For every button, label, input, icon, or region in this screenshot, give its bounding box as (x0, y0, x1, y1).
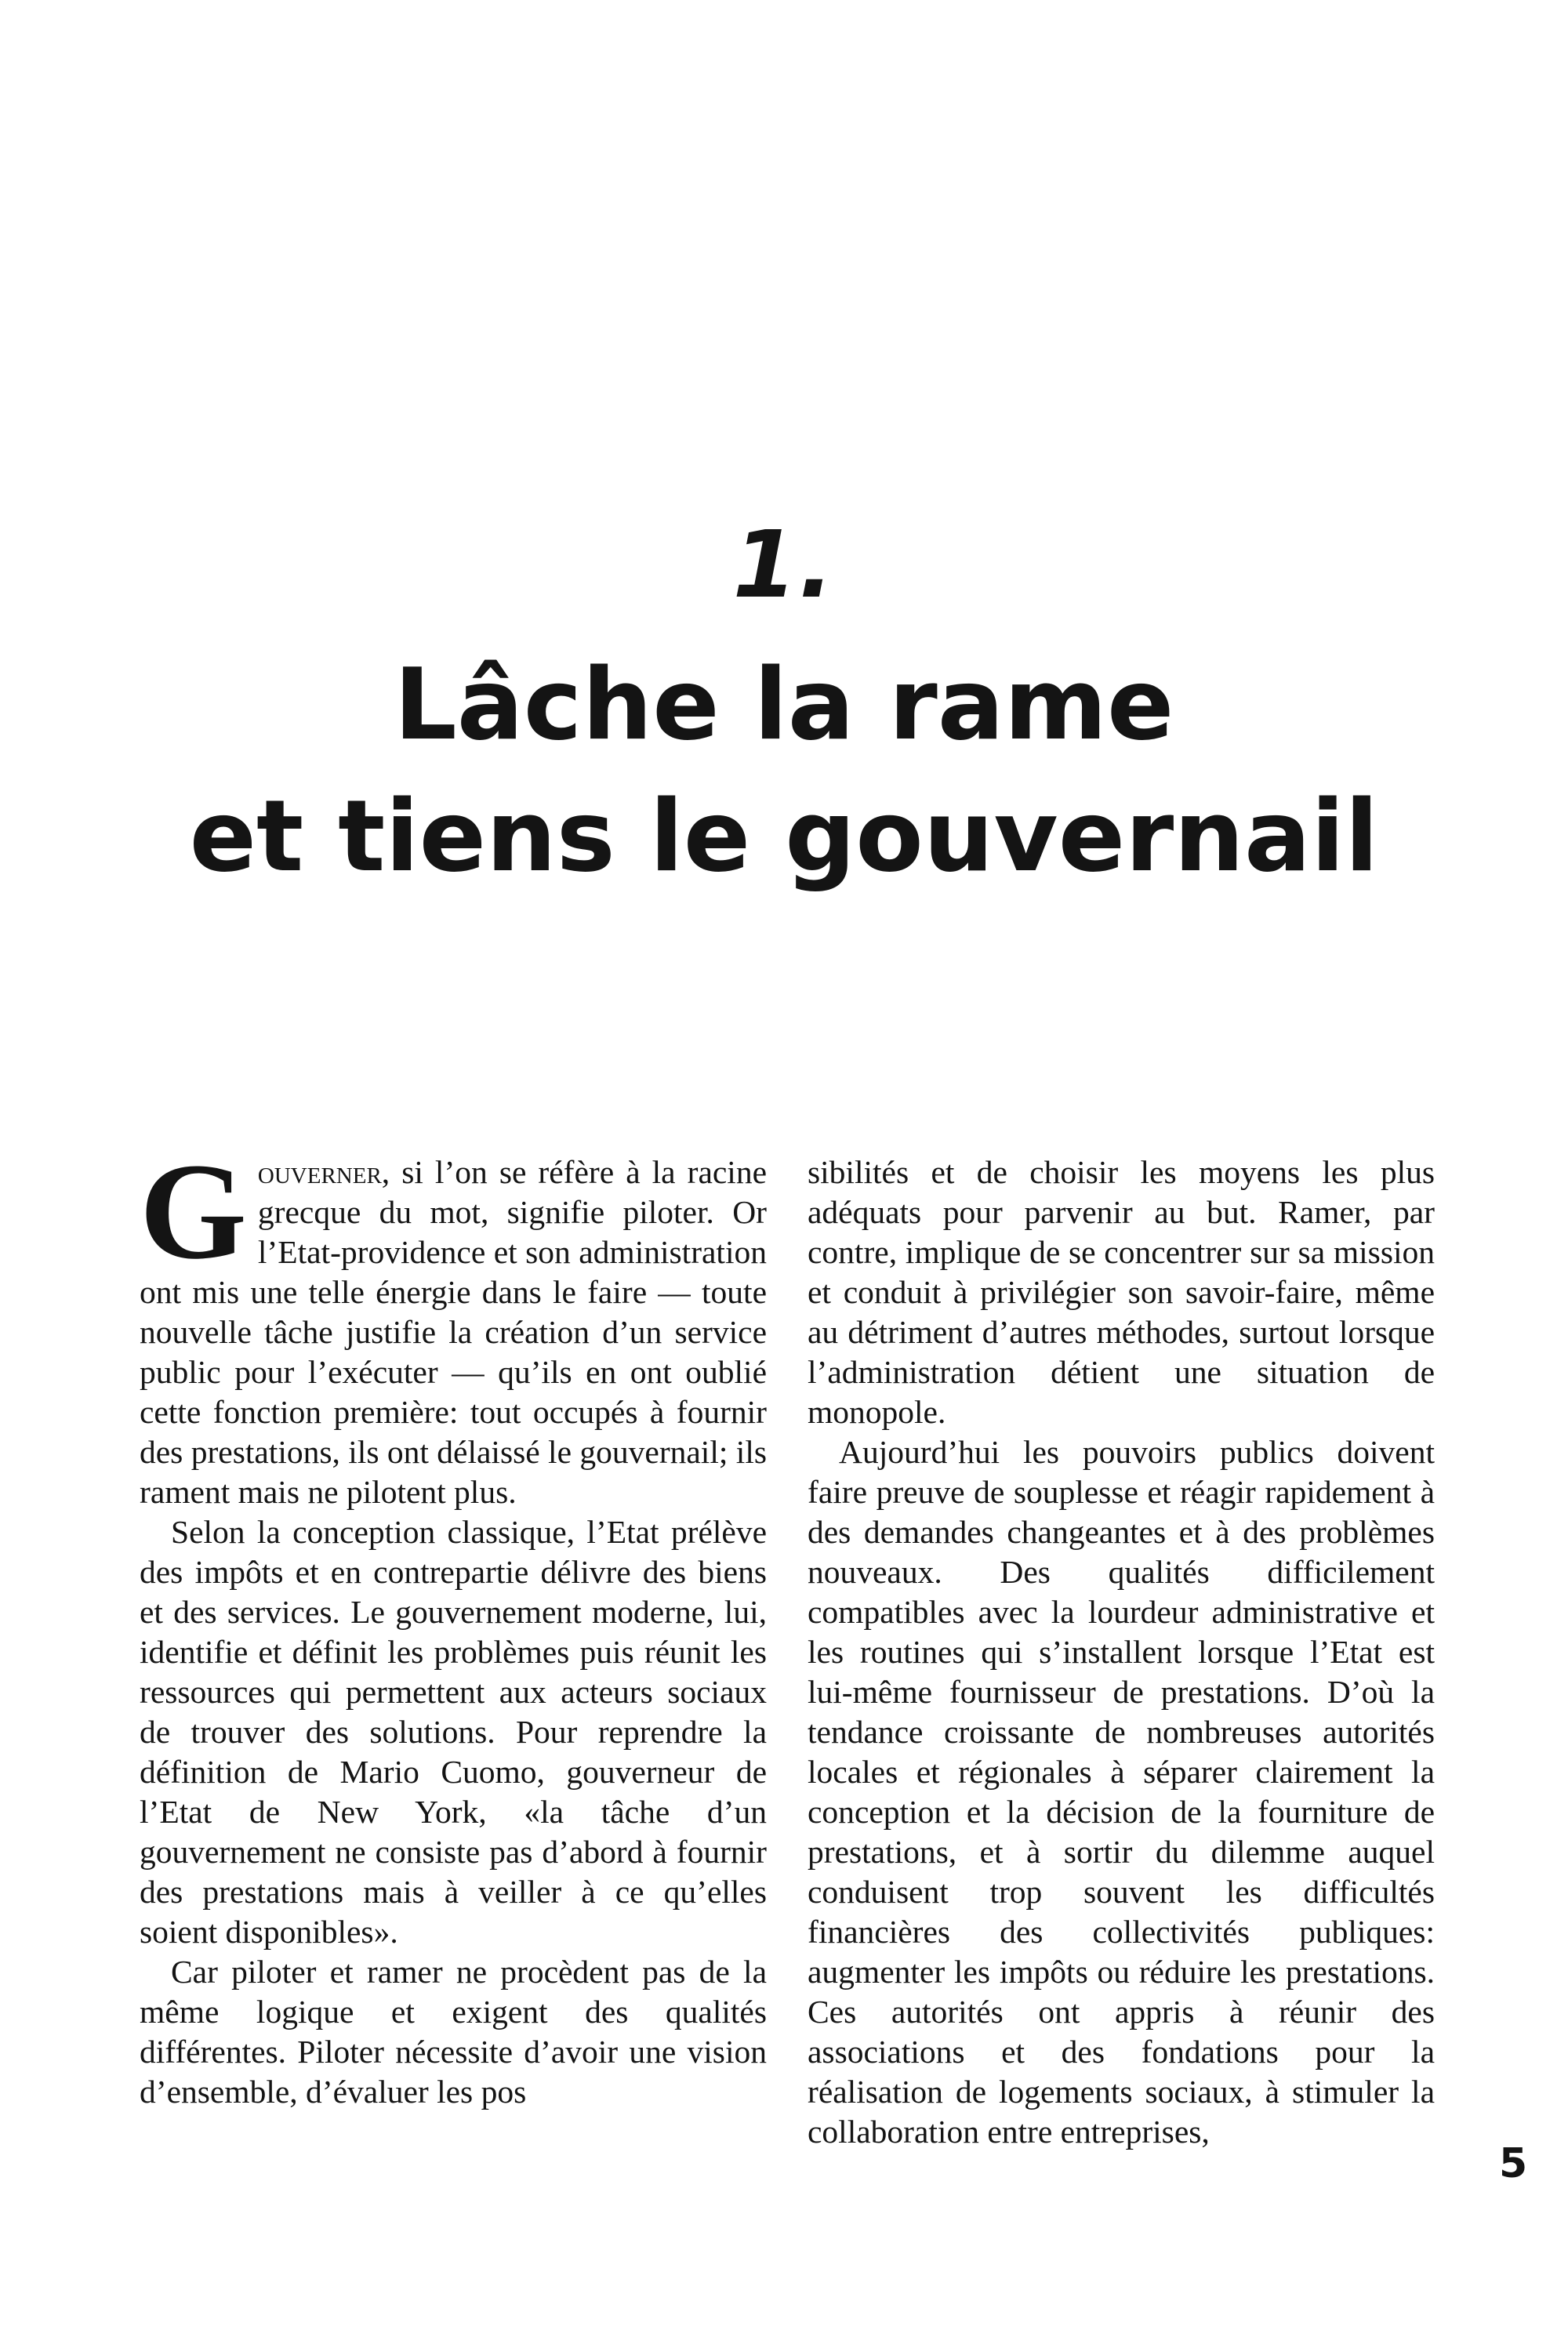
right-text-column (808, 1152, 1435, 2152)
paragraph-continuation: sibilités et de choisir les moyens les plus adéquats pour parvenir au but. Ramer, par contre, implique de se concentrer sur sa mission et conduit à privilégier son savoir-faire, même au détriment d’autres méthodes, surtout lorsque l’administration détient une situation de monopole. (808, 1154, 1435, 1430)
left-text-column (140, 1135, 767, 2112)
page-number: 5 (1499, 2140, 1528, 2187)
chapter-title-line-2: et tiens le gouvernail (189, 778, 1379, 894)
chapter-title-line-1: Lâche la rame (394, 647, 1174, 762)
lead-word: ouverner (257, 1154, 382, 1190)
paragraph-intro-text: , si l’on se réfère à la racine grecque du mot, signifie piloter. Or l’Etat-providence et son administration ont mis une telle énergie dans le faire — toute nouvelle tâche justifie la création d’un service public pour l’exécuter — qu’ils en ont oublié cette fonction première: tout occupés à fournir des prestations, ils ont délaissé le gouvernail; ils rament mais ne pilotent plus. (140, 1154, 767, 1510)
paragraph-public-authorities: Aujourd’hui les pouvoirs publics doivent faire preuve de souplesse et réagir rapidement à des demandes changeantes et à des problèmes nouveaux. Des qualités difficilement compatibles avec la lourdeur administrative et les routines qui s’installent lorsque l’Etat est lui-même fournisseur de prestations. D’où la tendance croissante de nombreuses autorités locales et régionales à séparer clairement la conception et la décision de la fourniture de prestations, et à sortir du dilemme auquel conduisent trop souvent les difficultés financières des collectivités publiques: augmenter les impôts ou réduire les prestations. Ces autorités ont appris à réunir des associations et des fondations pour la réalisation de logements sociaux, à stimuler la collaboration entre entreprises, (808, 1434, 1435, 2150)
paragraph-classic-conception: Selon la conception classique, l’Etat prélève des impôts et en contrepartie délivre des biens et des services. Le gouvernement moderne, lui, identifie et définit les problèmes puis réunit les ressources qui permettent aux acteurs sociaux de trouver des solutions. Pour reprendre la définition de Mario Cuomo, gouverneur de l’Etat de New York, «la tâche d’un gouvernement ne consiste pas d’abord à fournir des prestations mais à veiller à ce qu’elles soient disponibles». (140, 1514, 767, 1950)
drop-cap: G (140, 1135, 247, 1288)
chapter-title (0, 639, 1568, 902)
paragraph-steer-row: Car piloter et ramer ne procèdent pas de la même logique et exigent des qualités différentes. Piloter nécessite d’avoir une vision d’ensemble, d’évaluer les pos (140, 1954, 767, 2110)
chapter-number: 1. (732, 510, 836, 619)
paragraph-intro (140, 1135, 767, 1512)
